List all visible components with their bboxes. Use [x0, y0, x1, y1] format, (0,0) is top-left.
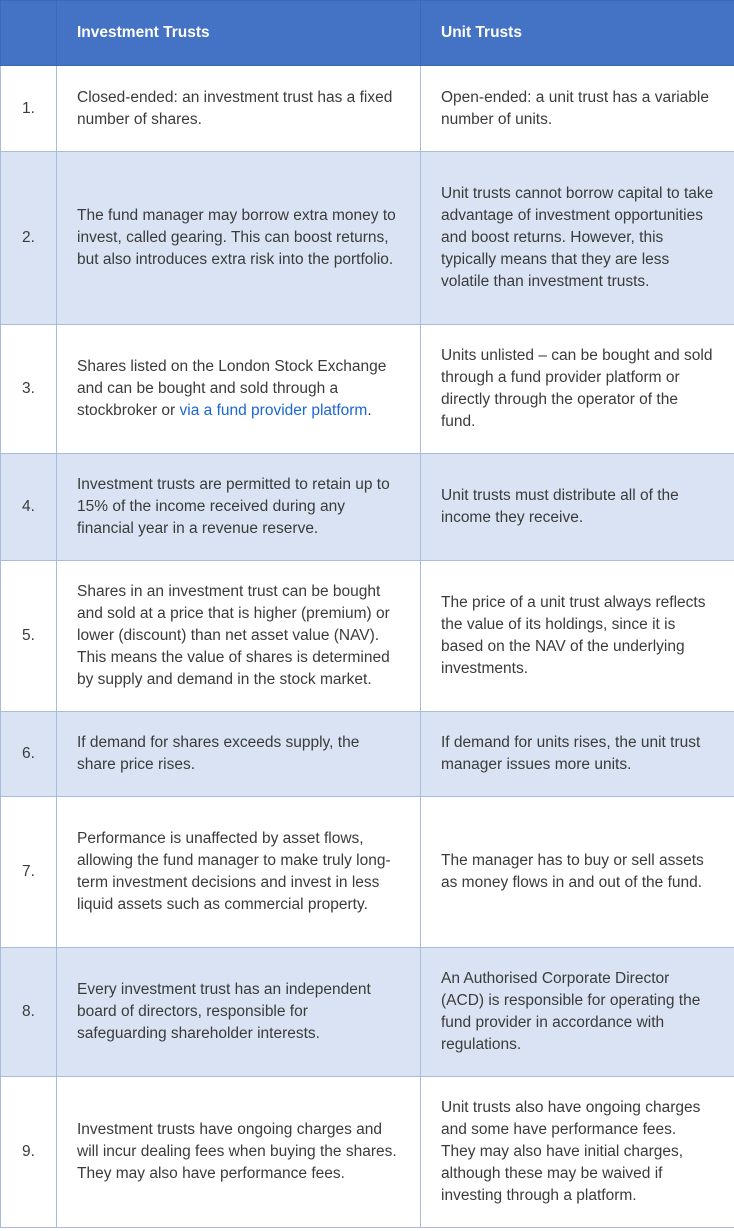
unit-trust-cell: Unit trusts also have ongoing charges and some have performance fees. They may also have initial charges, although these may be waived if investing through a platform.: [421, 1077, 734, 1228]
table-row: [1, 948, 734, 1077]
row-number: 5.: [1, 561, 57, 712]
header-unit-trusts: Unit Trusts: [421, 1, 734, 66]
row-number: 9.: [1, 1077, 57, 1228]
unit-trust-cell: The manager has to buy or sell assets as money flows in and out of the fund.: [421, 797, 734, 948]
row-number: 7.: [1, 797, 57, 948]
table-row: [1, 712, 734, 797]
header-investment-trusts: Investment Trusts: [57, 1, 421, 66]
unit-trust-cell: Unit trusts cannot borrow capital to take advantage of investment opportunities and boost returns. However, this typically means that they are less volatile than investment trusts.: [421, 152, 734, 325]
table-row: [1, 1077, 734, 1228]
fund-provider-platform-link[interactable]: via a fund provider platform: [179, 402, 368, 419]
investment-trust-cell: Shares in an investment trust can be bought and sold at a price that is higher (premium) or lower (discount) than net asset value (NAV). This means the value of shares is determined by supply and demand in the stock market.: [57, 561, 421, 712]
table-row: [1, 454, 734, 561]
cell-text-suffix: .: [367, 402, 372, 419]
unit-trust-cell: Unit trusts must distribute all of the income they receive.: [421, 454, 734, 561]
table-row: [1, 152, 734, 325]
header-number-cell: [1, 1, 57, 66]
table-row: [1, 797, 734, 948]
investment-trust-cell: Investment trusts have ongoing charges and will incur dealing fees when buying the shares. They may also have performance fees.: [57, 1077, 421, 1228]
cell-text: Shares listed on the London Stock Exchange and can be bought and sold through a stockbroker or: [77, 358, 387, 419]
investment-trust-cell: Every investment trust has an independent board of directors, responsible for safeguarding shareholder interests.: [57, 948, 421, 1077]
table-row: [1, 561, 734, 712]
header-row: [1, 1, 734, 66]
unit-trust-cell: An Authorised Corporate Director (ACD) is responsible for operating the fund provider in accordance with regulations.: [421, 948, 734, 1077]
row-number: 4.: [1, 454, 57, 561]
row-number: 2.: [1, 152, 57, 325]
unit-trust-cell: Units unlisted – can be bought and sold through a fund provider platform or directly through the operator of the fund.: [421, 325, 734, 454]
unit-trust-cell: Open-ended: a unit trust has a variable number of units.: [421, 66, 734, 152]
row-number: 3.: [1, 325, 57, 454]
investment-trust-cell: Closed-ended: an investment trust has a fixed number of shares.: [57, 66, 421, 152]
unit-trust-cell: If demand for units rises, the unit trust manager issues more units.: [421, 712, 734, 797]
row-number: 6.: [1, 712, 57, 797]
row-number: 8.: [1, 948, 57, 1077]
table-header: [1, 1, 734, 66]
investment-trust-cell: Investment trusts are permitted to retain up to 15% of the income received during any financial year in a revenue reserve.: [57, 454, 421, 561]
unit-trust-cell: The price of a unit trust always reflects the value of its holdings, since it is based on the NAV of the underlying investments.: [421, 561, 734, 712]
investment-trust-cell: If demand for shares exceeds supply, the share price rises.: [57, 712, 421, 797]
table-row: [1, 325, 734, 454]
investment-trust-cell: The fund manager may borrow extra money to invest, called gearing. This can boost returns, but also introduces extra risk into the portfolio.: [57, 152, 421, 325]
row-number: 1.: [1, 66, 57, 152]
investment-trust-cell: [57, 325, 421, 454]
table-body: [1, 66, 734, 1228]
table-row: [1, 66, 734, 152]
investment-trust-cell: Performance is unaffected by asset flows, allowing the fund manager to make truly long-term investment decisions and invest in less liquid assets such as commercial property.: [57, 797, 421, 948]
